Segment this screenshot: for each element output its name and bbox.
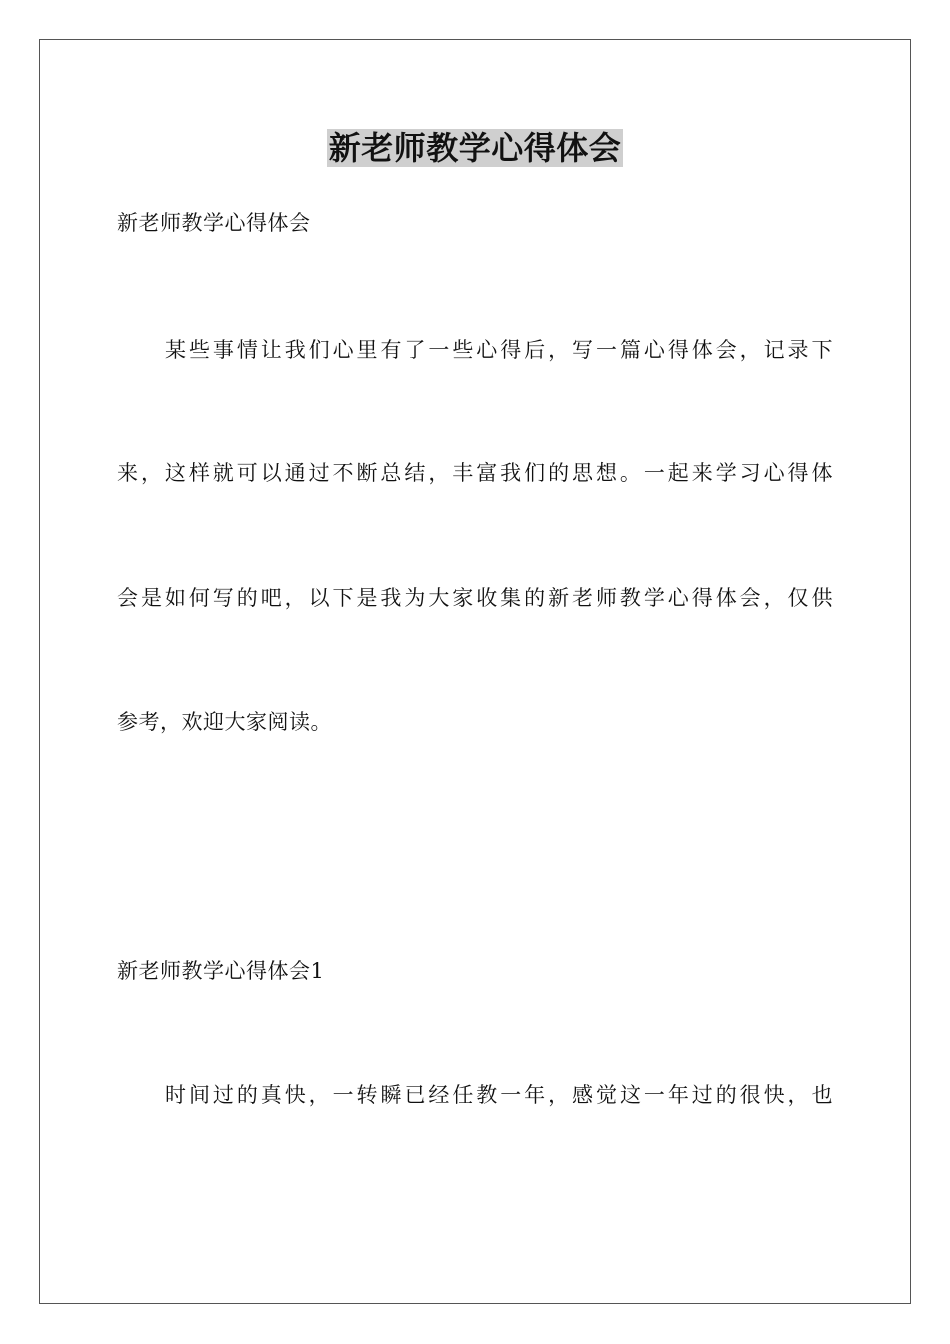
document-title-text: 新老师教学心得体会 — [328, 129, 622, 167]
section-1-heading: 新老师教学心得体会1 — [117, 959, 325, 983]
document-subtitle: 新老师教学心得体会 — [117, 211, 311, 235]
intro-paragraph-line-4: 参考，欢迎大家阅读。 — [117, 710, 332, 734]
intro-paragraph-line-1: 某些事情让我们心里有了一些心得后，写一篇心得体会，记录下 — [165, 338, 833, 362]
intro-paragraph-line-3: 会是如何写的吧，以下是我为大家收集的新老师教学心得体会，仅供 — [117, 586, 833, 610]
document-title — [0, 126, 950, 170]
section-1-paragraph-line-1: 时间过的真快，一转瞬已经任教一年，感觉这一年过的很快，也 — [165, 1083, 833, 1107]
intro-paragraph-line-2: 来，这样就可以通过不断总结，丰富我们的思想。一起来学习心得体 — [117, 461, 833, 485]
